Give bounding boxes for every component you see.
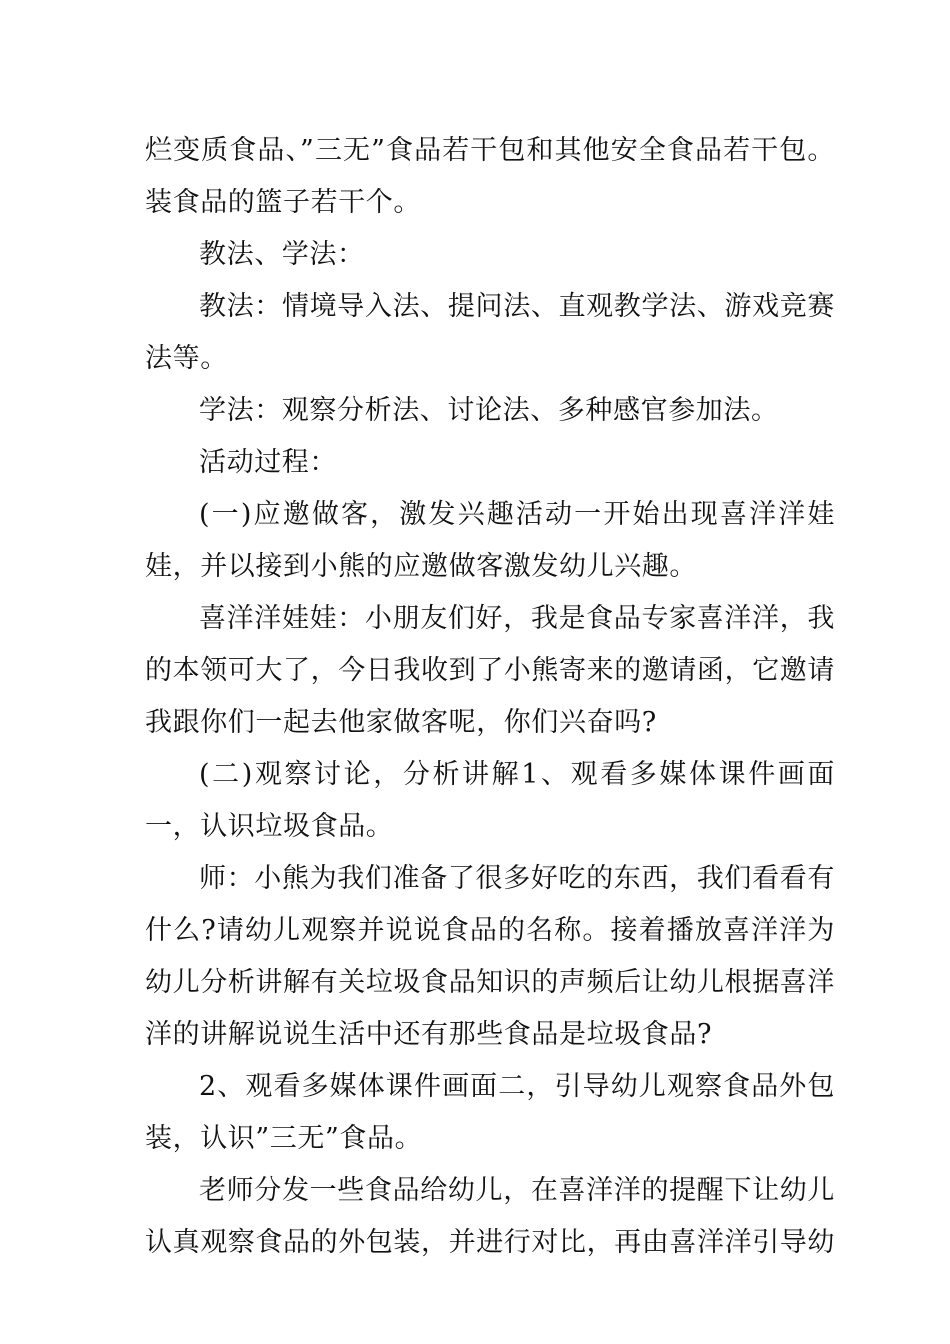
paragraph-7: 喜洋洋娃娃：小朋友们好，我是食品专家喜洋洋，我的本领可大了，今日我收到了小熊寄来的邀请函，它邀请我跟你们一起去他家做客呢，你们兴奋吗? [145,603,835,738]
paragraph-2: 教法、学法： [199,239,365,270]
paragraph-8: (二)观察讨论，分析讲解1、观看多媒体课件画面一，认识垃圾食品。 [145,759,835,842]
paragraph-9: 师：小熊为我们准备了很多好吃的东西，我们看看有什么?请幼儿观察并说说食品的名称。接着播放喜洋洋为幼儿分析讲解有关垃圾食品知识的声频后让幼儿根据喜洋洋的讲解说说生活中还有那些食品是垃圾食品? [145,863,835,1050]
paragraph-4: 学法：观察分析法、讨论法、多种感官参加法。 [199,395,779,426]
document-body [145,125,835,1269]
paragraph-5: 活动过程： [199,447,337,478]
paragraph-10: 2、观看多媒体课件画面二，引导幼儿观察食品外包装，认识”三无”食品。 [145,1071,835,1154]
paragraph-1: 烂变质食品、”三无”食品若干包和其他安全食品若干包。装食品的篮子若干个。 [145,135,835,218]
paragraph-6: (一)应邀做客，激发兴趣活动一开始出现喜洋洋娃娃，并以接到小熊的应邀做客激发幼儿兴趣。 [145,499,835,582]
paragraph-3: 教法：情境导入法、提问法、直观教学法、游戏竞赛法等。 [145,291,835,374]
paragraph-11: 老师分发一些食品给幼儿，在喜洋洋的提醒下让幼儿认真观察食品的外包装，并进行对比，再由喜洋洋引导幼 [145,1175,835,1258]
